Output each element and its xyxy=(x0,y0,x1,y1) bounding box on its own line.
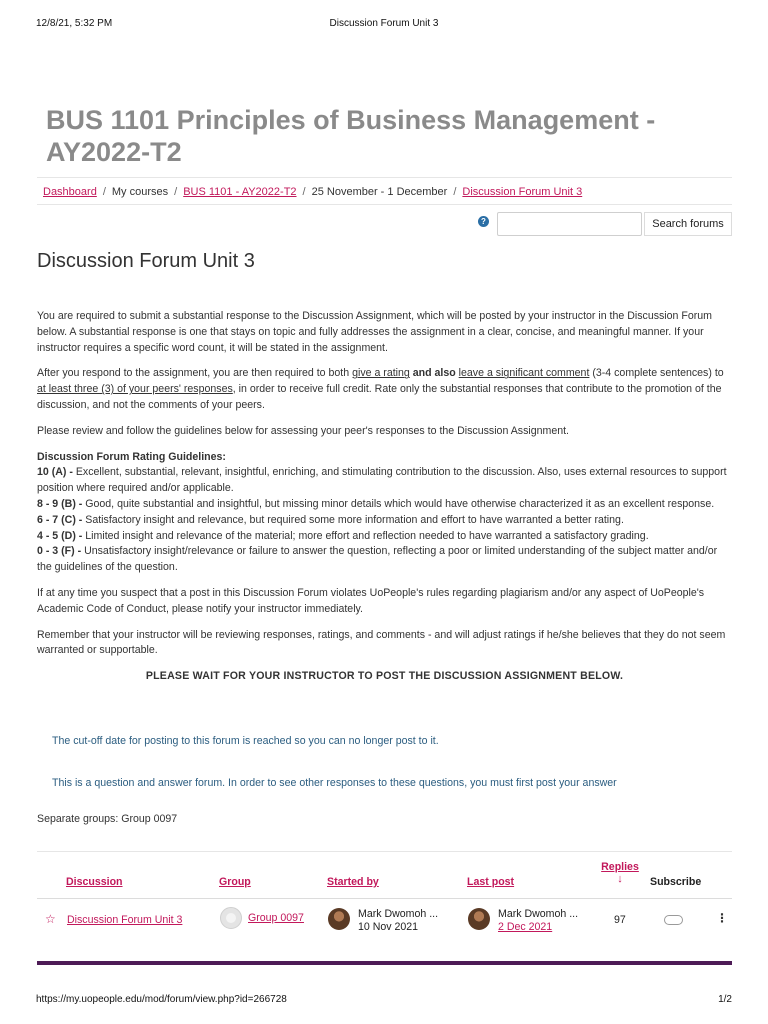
rating-guidelines xyxy=(37,450,732,576)
grade-label: 0 - 3 (F) - xyxy=(37,545,82,558)
breadcrumb xyxy=(37,177,732,205)
text-span: leave a significant comment xyxy=(458,367,590,380)
kebab-menu-icon[interactable]: ⋮ xyxy=(716,911,728,925)
divider xyxy=(37,851,732,852)
avatar[interactable] xyxy=(328,908,350,930)
grade-text: Satisfactory insight and relevance, but required some more information and effort to have warranted a better rating. xyxy=(82,513,624,526)
last-post-name: Mark Dwomoh ... xyxy=(498,908,579,920)
breadcrumb-separator: / xyxy=(453,186,457,198)
forum-search xyxy=(478,212,732,236)
text-span: give a rating xyxy=(352,367,410,380)
breadcrumb-dashboard[interactable]: Dashboard xyxy=(43,186,97,198)
group-avatar xyxy=(220,907,242,929)
group-link[interactable]: Group 0097 xyxy=(248,912,304,924)
breadcrumb-week: 25 November - 1 December xyxy=(311,186,448,198)
avatar[interactable] xyxy=(468,908,490,930)
header-link[interactable]: Started by xyxy=(327,876,379,888)
replies-count: 97 xyxy=(614,914,626,926)
column-header-group[interactable] xyxy=(219,876,251,888)
text-span: , in order to receive full credit. Rate only the substantial responses that contribute to the promotion of the discussion, and not the comments of your peers. xyxy=(37,383,722,411)
intro-paragraph: Please review and follow the guidelines below for assessing your peer's responses to the Discussion Assignment. xyxy=(37,424,569,437)
star-outline-icon[interactable]: ☆ xyxy=(45,912,56,926)
header-link[interactable]: Last post xyxy=(467,876,515,888)
grade-text: Good, quite substantial and insightful, but missing minor details which would have otherwise characterized it as an excellent response. xyxy=(82,497,715,510)
grade-label: 10 (A) - xyxy=(37,466,73,479)
text-span: and also xyxy=(409,367,459,380)
column-header-discussion[interactable] xyxy=(66,876,123,888)
grade-text: Excellent, substantial, relevant, insightful, enriching, and stimulating contribution to the discussion. Also, uses external resources to support position where required and/or applicable. xyxy=(37,466,727,495)
wait-notice: PLEASE WAIT FOR YOUR INSTRUCTOR TO POST THE DISCUSSION ASSIGNMENT BELOW. xyxy=(145,670,624,683)
print-page-number: 1/2 xyxy=(718,994,732,1005)
discussion-link[interactable]: Discussion Forum Unit 3 xyxy=(67,914,183,926)
divider xyxy=(37,898,732,899)
started-date: 10 Nov 2021 xyxy=(358,921,419,933)
cutoff-notice: The cut-off date for posting to this forum is reached so you can no longer post to it. xyxy=(52,735,439,747)
intro-paragraph xyxy=(37,366,732,413)
header-link[interactable]: Discussion xyxy=(66,876,123,888)
text-span: (3-4 complete sentences) to xyxy=(589,367,724,380)
started-by-name: Mark Dwomoh ... xyxy=(358,908,439,920)
grade-label: 6 - 7 (C) - xyxy=(37,513,83,526)
print-header xyxy=(36,18,732,32)
breadcrumb-separator: / xyxy=(174,186,178,198)
intro-paragraph: Remember that your instructor will be reviewing responses, ratings, and comments - and will adjust ratings if he/she believes that they do not seem warranted or supportable. xyxy=(37,628,726,657)
header-link[interactable]: Replies xyxy=(601,861,639,873)
sort-desc-icon[interactable]: ↓ xyxy=(617,873,623,885)
print-datetime: 12/8/21, 5:32 PM xyxy=(36,18,113,29)
column-header-subscribe: Subscribe xyxy=(650,876,702,888)
breadcrumb-my-courses: My courses xyxy=(111,186,169,198)
table-row xyxy=(37,900,732,940)
intro-paragraph: You are required to submit a substantial response to the Discussion Assignment, which will be posted by your instructor in the Discussion Forum below. A substantial response is one that stays on topic and fully addresses the assignment in a clear, concise, and meaningful manner. If your instructor requires a specific word count, it will be stated in the assignment. xyxy=(37,310,712,354)
last-post-date-link[interactable]: 2 Dec 2021 xyxy=(498,921,553,933)
print-url: https://my.uopeople.edu/mod/forum/view.php?id=266728 xyxy=(36,994,287,1005)
search-forums-button[interactable]: Search forums xyxy=(644,212,732,236)
qa-forum-notice: This is a question and answer forum. In order to see other responses to these questions, you must first post your answer xyxy=(52,777,617,789)
header-link[interactable]: Group xyxy=(219,876,251,888)
print-page-title: Discussion Forum Unit 3 xyxy=(329,18,439,29)
breadcrumb-separator: / xyxy=(302,186,306,198)
grade-text: Unsatisfactory insight/relevance or failure to answer the question, reflecting a poor or limited understanding of the subject matter and/or the guidelines of the question. xyxy=(37,545,718,574)
subscribe-toggle[interactable] xyxy=(664,915,683,925)
course-title: BUS 1101 Principles of Business Management - AY2022-T2 xyxy=(46,105,656,167)
breadcrumb-forum[interactable]: Discussion Forum Unit 3 xyxy=(462,186,583,198)
text-span: After you respond to the assignment, you are then required to both xyxy=(37,367,353,380)
column-header-replies[interactable] xyxy=(601,861,639,885)
guidelines-title: Discussion Forum Rating Guidelines: xyxy=(37,450,226,463)
intro-paragraph: If at any time you suspect that a post in this Discussion Forum violates UoPeople's rules regarding plagiarism and/or any aspect of UoPeople's Academic Code of Conduct, please notify your instructor immediately. xyxy=(37,586,705,615)
column-header-started-by[interactable] xyxy=(327,876,379,888)
question-circle-icon[interactable]: ? xyxy=(478,216,489,227)
text-span: at least three (3) of your peers' responses xyxy=(37,383,233,396)
grade-label: 8 - 9 (B) - xyxy=(37,497,83,510)
separate-groups-label: Separate groups: Group 0097 xyxy=(37,813,178,825)
breadcrumb-course[interactable]: BUS 1101 - AY2022-T2 xyxy=(183,186,297,198)
grade-text: Limited insight and relevance of the material; more effort and reflection needed to have warranted a satisfactory grading. xyxy=(82,529,649,542)
search-input[interactable] xyxy=(497,212,642,236)
breadcrumb-separator: / xyxy=(102,186,106,198)
grade-label: 4 - 5 (D) - xyxy=(37,529,83,542)
column-header-last-post[interactable] xyxy=(467,876,514,888)
page-title: Discussion Forum Unit 3 xyxy=(37,250,255,272)
forum-intro xyxy=(37,309,732,685)
footer-bar xyxy=(37,961,732,965)
